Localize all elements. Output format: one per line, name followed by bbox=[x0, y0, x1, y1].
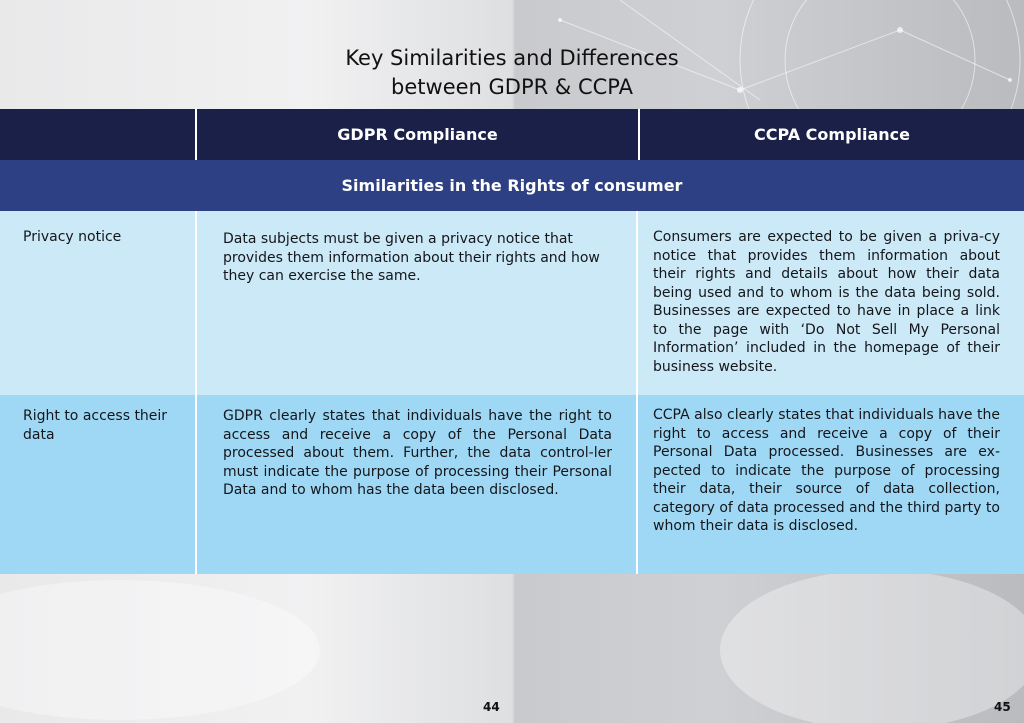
header-gdpr-compliance: GDPR Compliance bbox=[195, 109, 638, 160]
row-label-privacy-notice: Privacy notice bbox=[23, 229, 122, 245]
page-number-right: 45 bbox=[994, 700, 1011, 714]
page-number-left: 44 bbox=[483, 700, 500, 714]
header-empty-cell bbox=[0, 109, 195, 160]
ccpa-privacy-notice-text: Consumers are expected to be given a priva-cy notice that provides them information about their rights and details about how their data being used and to whom is the data being sold. Businesses are expected to have in place a link to the page with ‘Do Not Sell My Personal Information’ included in the homepage of their business website. bbox=[636, 211, 1020, 395]
title-line-2: between GDPR & CCPA bbox=[391, 75, 633, 100]
table-row-privacy-notice bbox=[0, 211, 1024, 395]
row-label-right-to-access: Right to access their data bbox=[23, 408, 168, 443]
table-header-row bbox=[0, 109, 1024, 160]
section-band-similarities: Similarities in the Rights of consumer bbox=[0, 160, 1024, 211]
header-ccpa-compliance: CCPA Compliance bbox=[638, 109, 1024, 160]
gdpr-privacy-notice-text: Data subjects must be given a privacy notice that provides them information about their rights and how they can exercise the same. bbox=[195, 211, 636, 395]
gdpr-right-to-access-text: GDPR clearly states that individuals have the right to access and receive a copy of the Personal Data processed about them. Further, the data control-ler must indicate the purpose of processing their Personal Data and to whom has the data been disclosed. bbox=[195, 395, 636, 574]
page-title bbox=[0, 44, 1024, 102]
ccpa-right-to-access-text: CCPA also clearly states that individuals have the right to access and receive a copy of their Personal Data processed. Businesses are ex-pected to indicate the purpose of processing their data, their source of data collection, category of data processed and the third party to whom their data is disclosed. bbox=[636, 395, 1020, 574]
table-row-right-to-access bbox=[0, 395, 1024, 574]
title-line-1: Key Similarities and Differences bbox=[345, 46, 679, 71]
comparison-table bbox=[0, 109, 1024, 574]
